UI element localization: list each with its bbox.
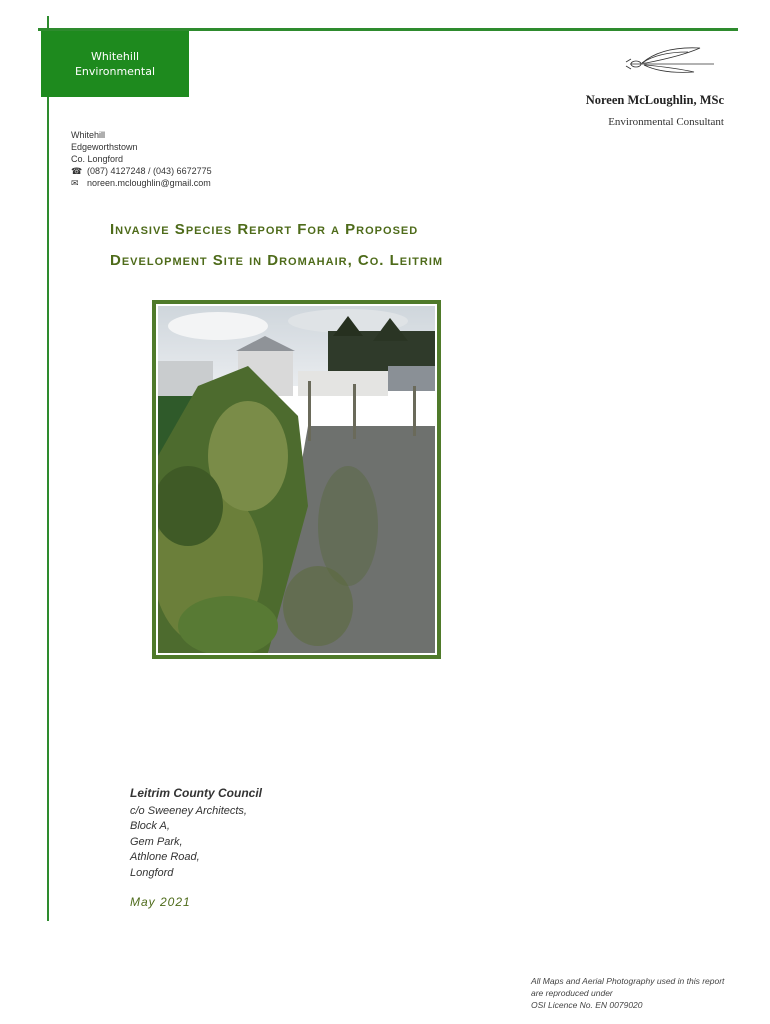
- site-photo: [152, 300, 441, 659]
- footnote-line-2: are reproduced under: [531, 988, 613, 998]
- client-line-3: Gem Park,: [130, 835, 183, 848]
- client-line-2: Block A,: [130, 820, 170, 832]
- client-line-5: Longford: [130, 866, 174, 879]
- envelope-icon: ✉: [71, 178, 79, 188]
- address-line-2: Edgeworthstown: [71, 142, 138, 152]
- consultant-title: Environmental Consultant: [608, 116, 724, 128]
- footnote-line-1: All Maps and Aerial Photography used in this report: [531, 976, 725, 986]
- address-line-3: Co. Longford: [71, 154, 124, 164]
- phone-number: (087) 4127248 / (043) 6672775: [87, 166, 212, 176]
- email-row: [71, 177, 212, 189]
- company-logo: [41, 31, 189, 97]
- report-title-line-2: Development Site in Dromahair, Co. Leitrim: [110, 252, 444, 269]
- address-line-1: Whitehill: [71, 130, 106, 140]
- dragonfly-icon: [622, 42, 718, 76]
- phone-row: [71, 165, 212, 177]
- email-address[interactable]: noreen.mcloughlin@gmail.com: [87, 178, 211, 188]
- footnote-line-3: OSI Licence No. EN 0079020: [531, 1000, 643, 1010]
- address-block: [71, 129, 212, 189]
- licence-footnote: [531, 975, 724, 1011]
- report-title-line-1: Invasive Species Report For a Proposed: [110, 221, 419, 238]
- report-date: May 2021: [130, 895, 191, 909]
- report-title: [110, 214, 670, 276]
- client-name: Leitrim County Council: [130, 786, 262, 800]
- logo-line-2: Environmental: [74, 65, 156, 78]
- client-block: [130, 786, 262, 881]
- client-line-4: Athlone Road,: [130, 851, 200, 863]
- logo-line-1: Whitehill: [90, 50, 140, 63]
- vertical-rule: [47, 16, 49, 921]
- site-photo-image: [158, 306, 435, 653]
- consultant-name: Noreen McLoughlin, MSc: [585, 93, 724, 107]
- phone-icon: ☎: [71, 166, 83, 176]
- client-line-1: c/o Sweeney Architects,: [130, 804, 247, 817]
